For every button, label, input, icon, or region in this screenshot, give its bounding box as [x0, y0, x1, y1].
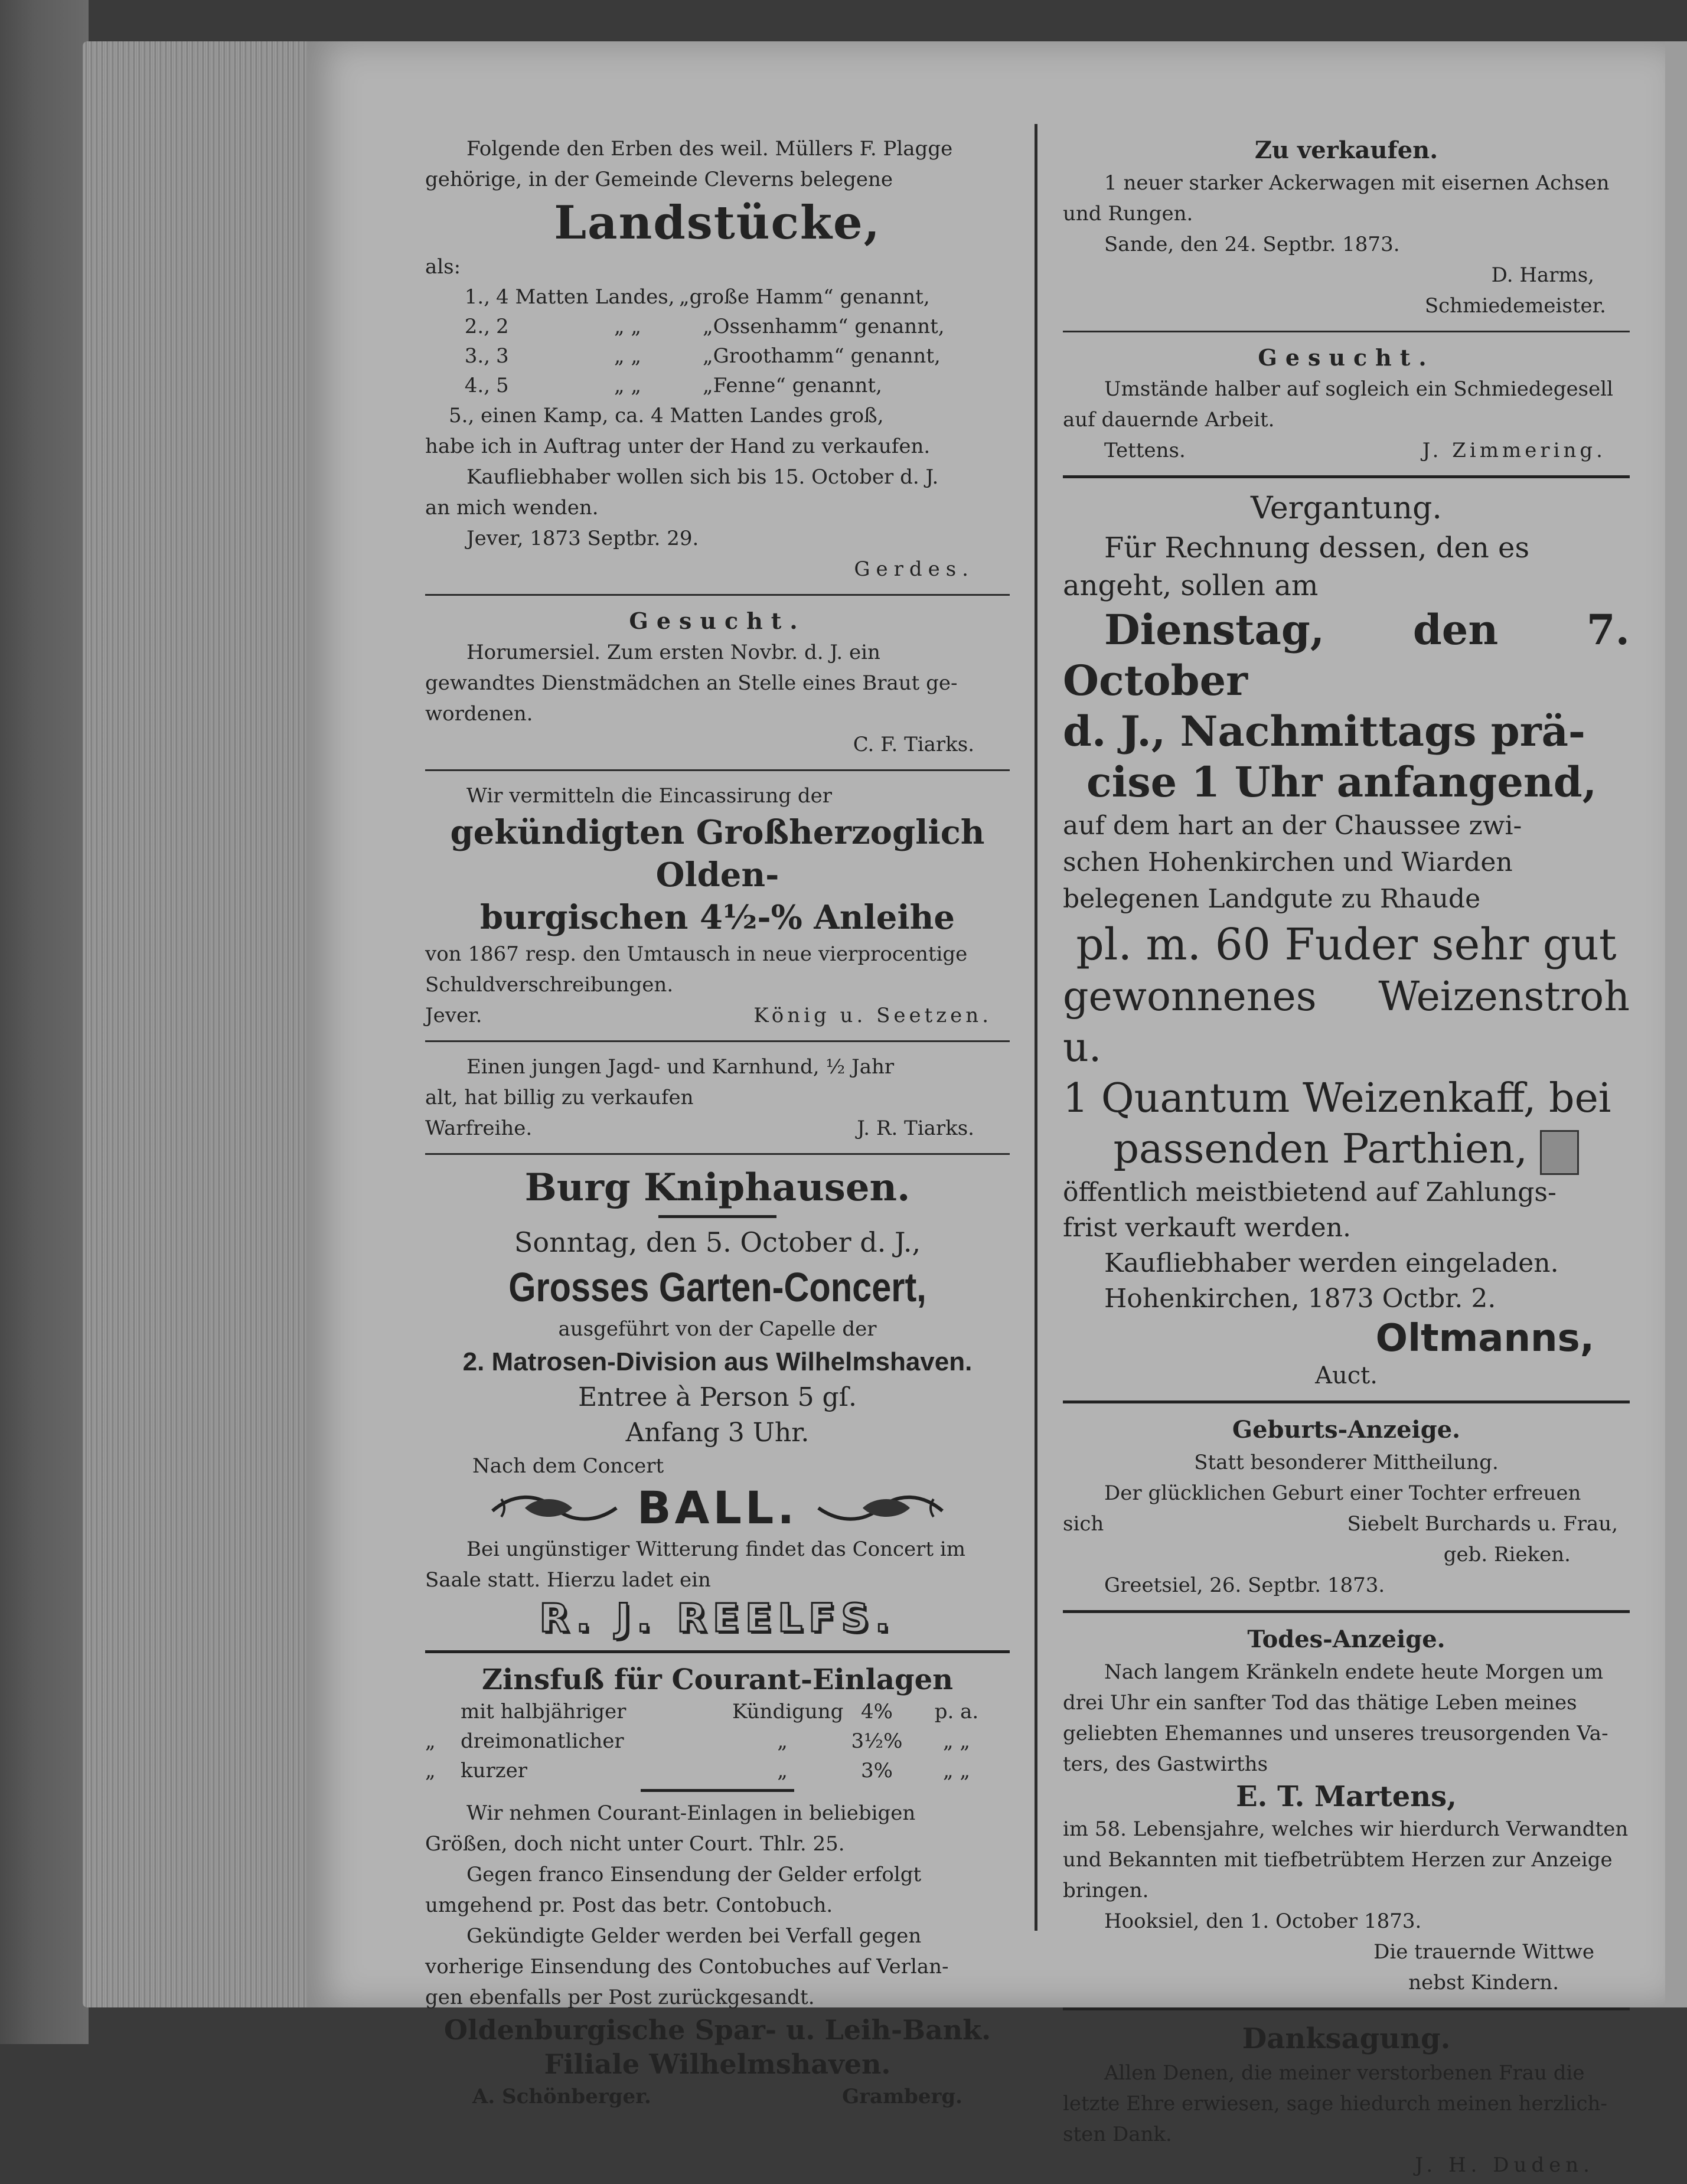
ad-place-date: Sande, den 24. Septbr. 1873.: [1104, 233, 1400, 256]
ad-place-date: Greetsiel, 26. Septbr. 1873.: [1104, 1573, 1385, 1597]
auction-date: Dienstag, den 7. October: [1063, 605, 1630, 705]
ad-body-line: und Bekannten mit tiefbetrübtem Herzen zur Anzeige: [1063, 1848, 1613, 1872]
ad-separator: [425, 1650, 1010, 1653]
rate-term: „: [777, 1759, 788, 1783]
ad-signature: J. H. Duden.: [1415, 2153, 1594, 2177]
rate-period: „ „: [942, 1759, 971, 1783]
title-underline: [658, 1215, 776, 1218]
item-ditto: „ „: [614, 374, 642, 397]
ad-body-line: gen ebenfalls per Post zurückgesandt.: [425, 1986, 815, 2009]
flourish-left-icon: [490, 1487, 619, 1529]
ad-title: Vergantung.: [1251, 491, 1442, 526]
ad-place: Jever.: [425, 1004, 482, 1027]
page-stack-edge: [83, 41, 313, 2007]
deceased-name: E. T. Martens,: [1236, 1780, 1457, 1813]
ad-subtitle: Statt besonderer Mittheilung.: [1194, 1451, 1499, 1474]
right-column: [1063, 130, 1630, 2177]
ad-gesucht-schmied: [1063, 338, 1630, 469]
auction-time: cise 1 Uhr anfangend,: [1086, 758, 1597, 807]
ad-place: Tettens.: [1104, 439, 1186, 462]
ad-signature: geb. Rieken.: [1443, 1543, 1571, 1566]
ad-separator: [1063, 2007, 1630, 2010]
ad-landstuecke: [425, 130, 1010, 588]
book-spine: [0, 0, 89, 2044]
ball-label: BALL.: [637, 1481, 798, 1534]
rate-label: mit halbjähriger: [461, 1700, 626, 1723]
ad-separator: [425, 1153, 1010, 1155]
ad-body-line: Kaufliebhaber werden eingeladen.: [1104, 1248, 1559, 1278]
ad-body-line: alt, hat billig zu verkaufen: [425, 1086, 694, 1109]
ad-separator: [425, 594, 1010, 596]
rate-row: [425, 1756, 1010, 1785]
ad-vergantung: [1063, 484, 1630, 1395]
ad-signature: J. Zimmering.: [1422, 439, 1606, 462]
rate-label: dreimonatlicher: [461, 1729, 624, 1753]
item-ditto: „ „: [614, 315, 642, 338]
ad-place-date: Hohenkirchen, 1873 Octbr. 2.: [1104, 1284, 1496, 1314]
ad-body-line: ters, des Gastwirths: [1063, 1752, 1268, 1776]
ball-banner: [425, 1481, 1010, 1534]
ad-separator: [425, 1040, 1010, 1042]
ad-body-line: im 58. Lebensjahre, welches wir hierdurch Verwandten: [1063, 1817, 1629, 1841]
rate-ditto: „: [425, 1729, 436, 1753]
ad-jagdhund: [425, 1048, 1010, 1147]
item-number: 4.,: [464, 374, 490, 397]
auction-item: passenden Parthien,: [1113, 1126, 1528, 1173]
ad-zu-verkaufen: [1063, 130, 1630, 325]
ad-body-line: Nach langem Kränkeln endete heute Morgen um: [1104, 1660, 1604, 1684]
ad-signature: König u. Seetzen.: [753, 1004, 992, 1027]
concert-start: Anfang 3 Uhr.: [625, 1418, 810, 1448]
ad-body-line: belegenen Landgute zu Rhaude: [1063, 884, 1481, 914]
table-underline: [641, 1789, 794, 1792]
concert-after: Nach dem Concert: [472, 1454, 664, 1478]
ad-title: Danksagung.: [1242, 2022, 1451, 2055]
list-item: [425, 341, 1010, 371]
ad-body-line: Größen, doch nicht unter Court. Thlr. 25.: [425, 1832, 845, 1856]
ad-concert: [425, 1161, 1010, 1644]
item-name: „große Hamm“ genannt,: [679, 285, 930, 309]
concert-band: 2. Matrosen-Division aus Wilhelmshaven.: [462, 1347, 973, 1376]
ad-signature: J. R. Tiarks.: [857, 1117, 974, 1140]
ad-body-line: Umstände halber auf sogleich ein Schmiedegesell: [1104, 377, 1613, 401]
column-divider: [1035, 124, 1037, 1931]
rate-label: kurzer: [461, 1759, 528, 1783]
ad-body-line: bringen.: [1063, 1879, 1149, 1902]
ad-signature: A. Schönberger.: [472, 2085, 651, 2108]
ad-body-line: Der glücklichen Geburt einer Tochter erfreuen: [1104, 1481, 1581, 1505]
ad-todes: [1063, 1619, 1630, 2002]
rate-value: 3%: [861, 1759, 893, 1783]
ad-body-line: letzte Ehre erwiesen, sage hiedurch meinen herzlich-: [1063, 2092, 1607, 2116]
ad-body-line: schen Hohenkirchen und Wiarden: [1063, 847, 1513, 877]
ad-separator: [1063, 475, 1630, 478]
ad-signature: D. Harms,: [1491, 263, 1594, 287]
newspaper-page: [307, 41, 1665, 2177]
ad-label: als:: [425, 255, 461, 279]
ad-geburt: [1063, 1409, 1630, 1604]
ad-anleihe: [425, 777, 1010, 1034]
ad-intro-line: gehörige, in der Gemeinde Cleverns belegene: [425, 168, 893, 191]
ad-signature: Die trauernde Wittwe: [1373, 1940, 1594, 1964]
ad-body-line: Kaufliebhaber wollen sich bis 15. October d. J.: [466, 465, 939, 489]
ad-intro-line: Folgende den Erben des weil. Müllers F. Plagge: [466, 137, 953, 161]
ad-body-line: Allen Denen, die meiner verstorbenen Frau die: [1104, 2061, 1585, 2085]
ad-body-line: Wir nehmen Courant-Einlagen in beliebigen: [466, 1801, 916, 1825]
item-amount: 4 Matten Landes,: [496, 285, 675, 309]
concert-entry: Entree à Person 5 gſ.: [578, 1382, 857, 1412]
rate-period: „ „: [942, 1729, 971, 1753]
ad-body-line: 1 neuer starker Ackerwagen mit eisernen Achsen: [1104, 171, 1610, 195]
item-name: „Fenne“ genannt,: [703, 374, 882, 397]
rate-period: p. a.: [934, 1700, 979, 1723]
item-name: „Ossenhamm“ genannt,: [703, 315, 945, 338]
ad-body-line: gewandtes Dienstmädchen an Stelle eines Braut ge-: [425, 671, 958, 695]
left-column: [425, 130, 1010, 2108]
rate-row: [425, 1697, 1010, 1726]
item-amount: 5: [496, 374, 509, 397]
ad-body-line: frist verkauft werden.: [1063, 1213, 1352, 1243]
item-number: 2.,: [464, 315, 490, 338]
ad-body-line: geliebten Ehemannes und unseres treusorgenden Va-: [1063, 1722, 1608, 1745]
ad-body-line: Saale statt. Hierzu ladet ein: [425, 1568, 711, 1592]
rate-ditto: [425, 1697, 461, 1726]
ad-body-line: habe ich in Auftrag unter der Hand zu verkaufen.: [425, 435, 931, 458]
ad-body-line: öffentlich meistbietend auf Zahlungs-: [1063, 1177, 1557, 1207]
bank-name: Oldenburgische Spar- u. Leih-Bank.: [443, 2014, 991, 2046]
ad-signature-role: Schmiedemeister.: [1424, 294, 1606, 318]
list-item: [425, 312, 1010, 341]
ad-title: Gesucht.: [629, 608, 806, 634]
ad-body-line: und Rungen.: [1063, 202, 1193, 226]
ad-title: burgischen 4½-% Anleihe: [480, 898, 955, 937]
ad-body-line: Für Rechnung dessen, den es: [1104, 531, 1530, 564]
item-amount: 2: [496, 315, 509, 338]
ad-title: Gesucht.: [1258, 344, 1435, 371]
ad-signature: C. F. Tiarks.: [853, 733, 974, 756]
ad-title: Geburts-Anzeige.: [1232, 1416, 1461, 1444]
concert-date: Sonntag, den 5. October d. J.,: [514, 1226, 921, 1258]
item-number: 1.,: [464, 285, 490, 309]
ad-title: Zinsfuß für Courant-Einlagen: [481, 1663, 954, 1696]
ad-body-line: Einen jungen Jagd- und Karnhund, ½ Jahr: [466, 1055, 895, 1079]
ad-body-line: Gekündigte Gelder werden bei Verfall gegen: [466, 1924, 922, 1948]
ad-body-line: umgehend pr. Post das betr. Contobuch.: [425, 1894, 833, 1917]
bank-branch: Filiale Wilhelmshaven.: [544, 2048, 891, 2080]
rate-row: [425, 1726, 1010, 1756]
ad-title: Landstücke,: [554, 196, 881, 250]
rate-value: 3½%: [851, 1729, 903, 1753]
ad-title: Todes-Anzeige.: [1247, 1625, 1445, 1653]
ad-separator: [1063, 1400, 1630, 1403]
ad-place: Warfreihe.: [425, 1117, 533, 1140]
auction-item: pl. m. 60 Fuder sehr gut: [1076, 919, 1617, 970]
ad-signature-role: Auct.: [1315, 1362, 1378, 1389]
ad-signature: Siebelt Burchards u. Frau,: [1347, 1512, 1618, 1536]
item-amount: 3: [496, 344, 509, 368]
ad-separator: [1063, 331, 1630, 332]
ad-title: Zu verkaufen.: [1254, 136, 1438, 164]
concert-event: Grosses Garten-Concert,: [508, 1264, 926, 1310]
ad-body-line: wordenen.: [425, 702, 533, 726]
concert-host: R. J. REELFS.: [539, 1595, 896, 1641]
ad-body-line: drei Uhr ein sanfter Tod das thätige Leben meines: [1063, 1691, 1577, 1715]
list-item: 5., einen Kamp, ca. 4 Matten Landes groß,: [449, 404, 884, 427]
ad-signature: Oltmanns,: [1375, 1317, 1594, 1360]
rate-term: Kündigung: [732, 1700, 844, 1723]
ad-signature: Gramberg.: [842, 2085, 962, 2108]
stamp-mark-icon: [1540, 1130, 1579, 1175]
ad-bank: [425, 1659, 1010, 2116]
ad-signature: nebst Kindern.: [1408, 1971, 1559, 1994]
ad-body-line: auf dauernde Arbeit.: [1063, 408, 1275, 432]
ad-body-line: sten Dank.: [1063, 2123, 1172, 2146]
rate-value: 4%: [861, 1700, 893, 1723]
concert-by: ausgeführt von der Capelle der: [558, 1317, 877, 1341]
ad-body-line: an mich wenden.: [425, 496, 599, 520]
ad-body-line: sich: [1063, 1512, 1104, 1536]
ad-place-date: Hooksiel, den 1. October 1873.: [1104, 1909, 1422, 1933]
ad-title: Burg Kniphausen.: [524, 1166, 911, 1210]
ad-separator: [425, 769, 1010, 771]
ad-gesucht: [425, 602, 1010, 763]
auction-item: gewonnenes Weizenstroh u.: [1063, 974, 1630, 1071]
list-item: [425, 371, 1010, 400]
auction-date: d. J., Nachmittags prä-: [1063, 707, 1585, 756]
ad-body-line: Gegen franco Einsendung der Gelder erfolgt: [466, 1863, 922, 1886]
ad-body-line: angeht, sollen am: [1063, 569, 1319, 602]
ad-place-date: Jever, 1873 Septbr. 29.: [466, 527, 699, 550]
rate-ditto: „: [425, 1759, 436, 1783]
item-name: „Groothamm“ genannt,: [703, 344, 941, 368]
ad-body-line: Horumersiel. Zum ersten Novbr. d. J. ein: [466, 641, 880, 664]
item-ditto: „ „: [614, 344, 642, 368]
ad-dank: [1063, 2016, 1630, 2184]
ad-body-line: von 1867 resp. den Umtausch in neue vierprocentige: [425, 942, 968, 966]
ad-body-line: Schuldverschreibungen.: [425, 973, 674, 997]
auction-item: 1 Quantum Weizenkaff, bei: [1063, 1075, 1611, 1122]
ad-title: gekündigten Großherzoglich Olden-: [450, 813, 985, 895]
list-item: [425, 282, 1010, 312]
rate-term: „: [777, 1729, 788, 1753]
ad-body-line: Bei ungünstiger Witterung findet das Concert im: [466, 1537, 965, 1561]
ad-separator: [1063, 1610, 1630, 1613]
ad-body-line: auf dem hart an der Chaussee zwi-: [1063, 811, 1522, 841]
ad-body-line: vorherige Einsendung des Contobuches auf Verlan-: [425, 1955, 949, 1979]
item-number: 3.,: [464, 344, 490, 368]
ad-signature: Gerdes.: [854, 557, 974, 581]
ad-intro-line: Wir vermitteln die Eincassirung der: [466, 784, 833, 808]
flourish-right-icon: [815, 1487, 945, 1529]
